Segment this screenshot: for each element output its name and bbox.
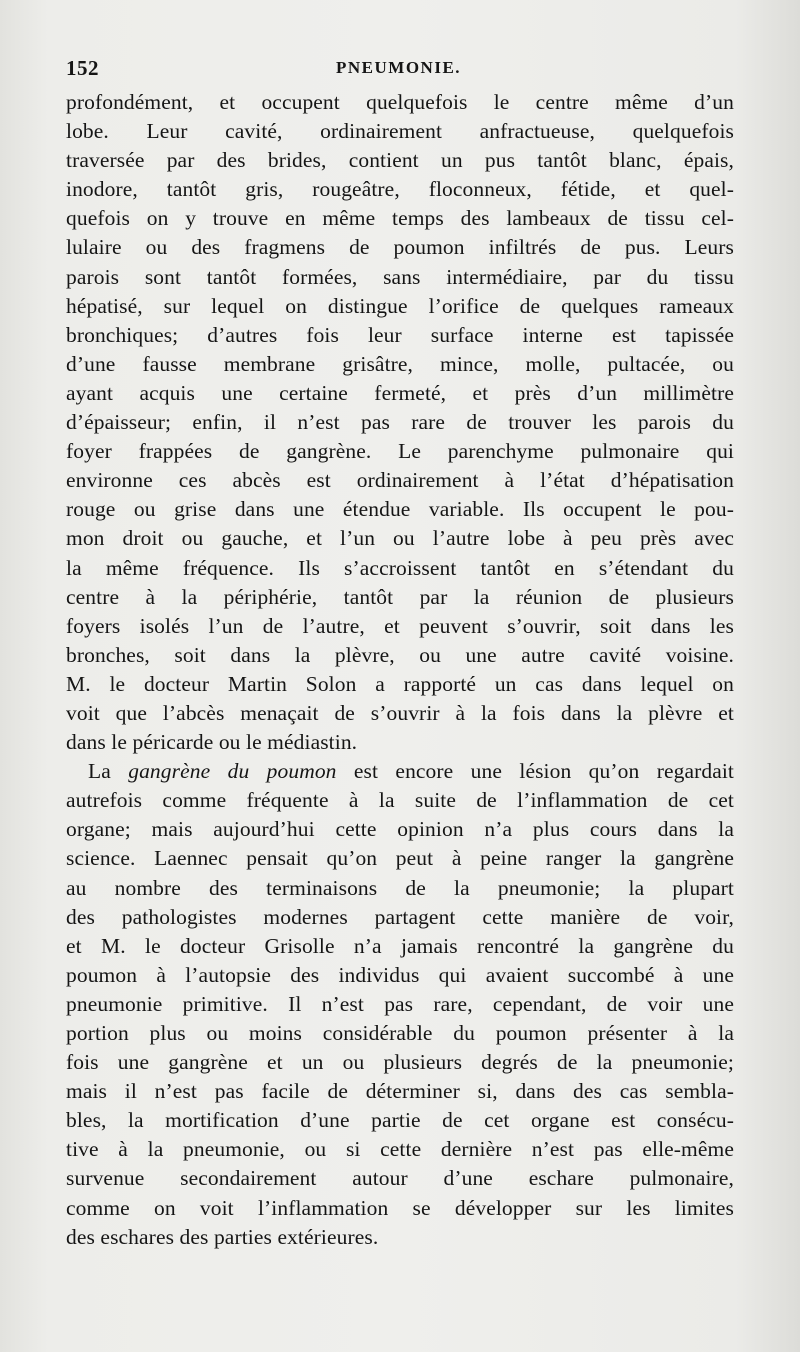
body-text bbox=[66, 88, 734, 1252]
text-line: profondément, et occupent quelquefois le centre même d’un bbox=[66, 90, 734, 114]
text-line: dans le péricarde ou le médiastin. bbox=[66, 730, 358, 755]
text-line: foyers isolés l’un de l’autre, et peuvent s’ouvrir, soit dans les bbox=[66, 613, 734, 638]
italic-term: gangrène du poumon bbox=[128, 759, 337, 784]
text-line: au nombre des terminaisons de la pneumonie; la plupart bbox=[66, 875, 734, 900]
text-line: science. Laennec pensait qu’on peut à peine ranger la gangrène bbox=[66, 846, 734, 871]
text-line: centre à la périphérie, tantôt par la réunion de plusieurs bbox=[66, 584, 734, 609]
text-line: tive à la pneumonie, ou si cette dernière n’est pas elle-même bbox=[66, 1137, 734, 1162]
text-line: autrefois comme fréquente à la suite de l’inflammation de cet bbox=[66, 788, 734, 813]
text-line: ayant acquis une certaine fermeté, et près d’un millimètre bbox=[66, 380, 734, 405]
running-head: PNEUMONIE. bbox=[336, 58, 462, 77]
text-line: voit que l’abcès menaçait de s’ouvrir à la fois dans la plèvre et bbox=[66, 700, 734, 725]
text-line: foyer frappées de gangrène. Le parenchyme pulmonaire qui bbox=[66, 439, 734, 464]
text-line: survenue secondairement autour d’une eschare pulmonaire, bbox=[66, 1166, 734, 1191]
paragraph-first-line bbox=[66, 757, 734, 786]
text-line: portion plus ou moins considérable du poumon présenter à la bbox=[66, 1021, 734, 1045]
text-line: des eschares des parties extérieures. bbox=[66, 1224, 379, 1249]
text-line: des pathologistes modernes partagent cette manière de voir, bbox=[66, 904, 734, 929]
page-number: 152 bbox=[66, 56, 99, 80]
text-line: comme on voit l’inflammation se développer sur les limites bbox=[66, 1195, 734, 1220]
text-line: bronchiques; d’autres fois leur surface interne est tapissée bbox=[66, 322, 734, 347]
text-line: hépatisé, sur lequel on distingue l’orifice de quelques rameaux bbox=[66, 293, 734, 318]
text-line: bronches, soit dans la plèvre, ou une autre cavité voisine. bbox=[66, 642, 734, 667]
text-line: parois sont tantôt formées, sans intermédiaire, par du tissu bbox=[66, 264, 734, 289]
text-line: traversée par des brides, contient un pus tantôt blanc, épais, bbox=[66, 148, 734, 173]
text-line: et M. le docteur Grisolle n’a jamais rencontré la gangrène du bbox=[66, 933, 734, 958]
text-line: bles, la mortification d’une partie de cet organe est consécu- bbox=[66, 1108, 734, 1133]
text-line: la même fréquence. Ils s’accroissent tantôt en s’étendant du bbox=[66, 555, 734, 580]
text-line: lulaire ou des fragmens de poumon infiltrés de pus. Leurs bbox=[66, 235, 734, 260]
text-line: lobe. Leur cavité, ordinairement anfractueuse, quelquefois bbox=[66, 119, 734, 144]
text-line: quefois on y trouve en même temps des lambeaux de tissu cel- bbox=[66, 206, 734, 231]
page-header bbox=[66, 56, 710, 86]
line-suffix: est encore une lésion qu’on regardait bbox=[336, 759, 734, 784]
text-line: pneumonie primitive. Il n’est pas rare, cependant, de voir une bbox=[66, 991, 734, 1016]
text-line: organe; mais aujourd’hui cette opinion n’a plus cours dans la bbox=[66, 817, 734, 842]
text-line: mais il n’est pas facile de déterminer si, dans des cas sembla- bbox=[66, 1079, 734, 1104]
text-line: M. le docteur Martin Solon a rapporté un cas dans lequel on bbox=[66, 671, 734, 696]
text-line: fois une gangrène et un ou plusieurs degrés de la pneumonie; bbox=[66, 1050, 734, 1075]
text-line: d’épaisseur; enfin, il n’est pas rare de trouver les parois du bbox=[66, 410, 734, 435]
text-line: inodore, tantôt gris, rougeâtre, floconneux, fétide, et quel- bbox=[66, 177, 734, 202]
text-line: d’une fausse membrane grisâtre, mince, molle, pultacée, ou bbox=[66, 351, 734, 376]
line-prefix: La bbox=[88, 759, 129, 784]
text-line: mon droit ou gauche, et l’un ou l’autre lobe à peu près avec bbox=[66, 526, 734, 551]
text-line: environne ces abcès est ordinairement à l’état d’hépatisation bbox=[66, 468, 734, 493]
text-line: rouge ou grise dans une étendue variable. Ils occupent le pou- bbox=[66, 497, 734, 522]
text-line: poumon à l’autopsie des individus qui avaient succombé à une bbox=[66, 962, 734, 987]
